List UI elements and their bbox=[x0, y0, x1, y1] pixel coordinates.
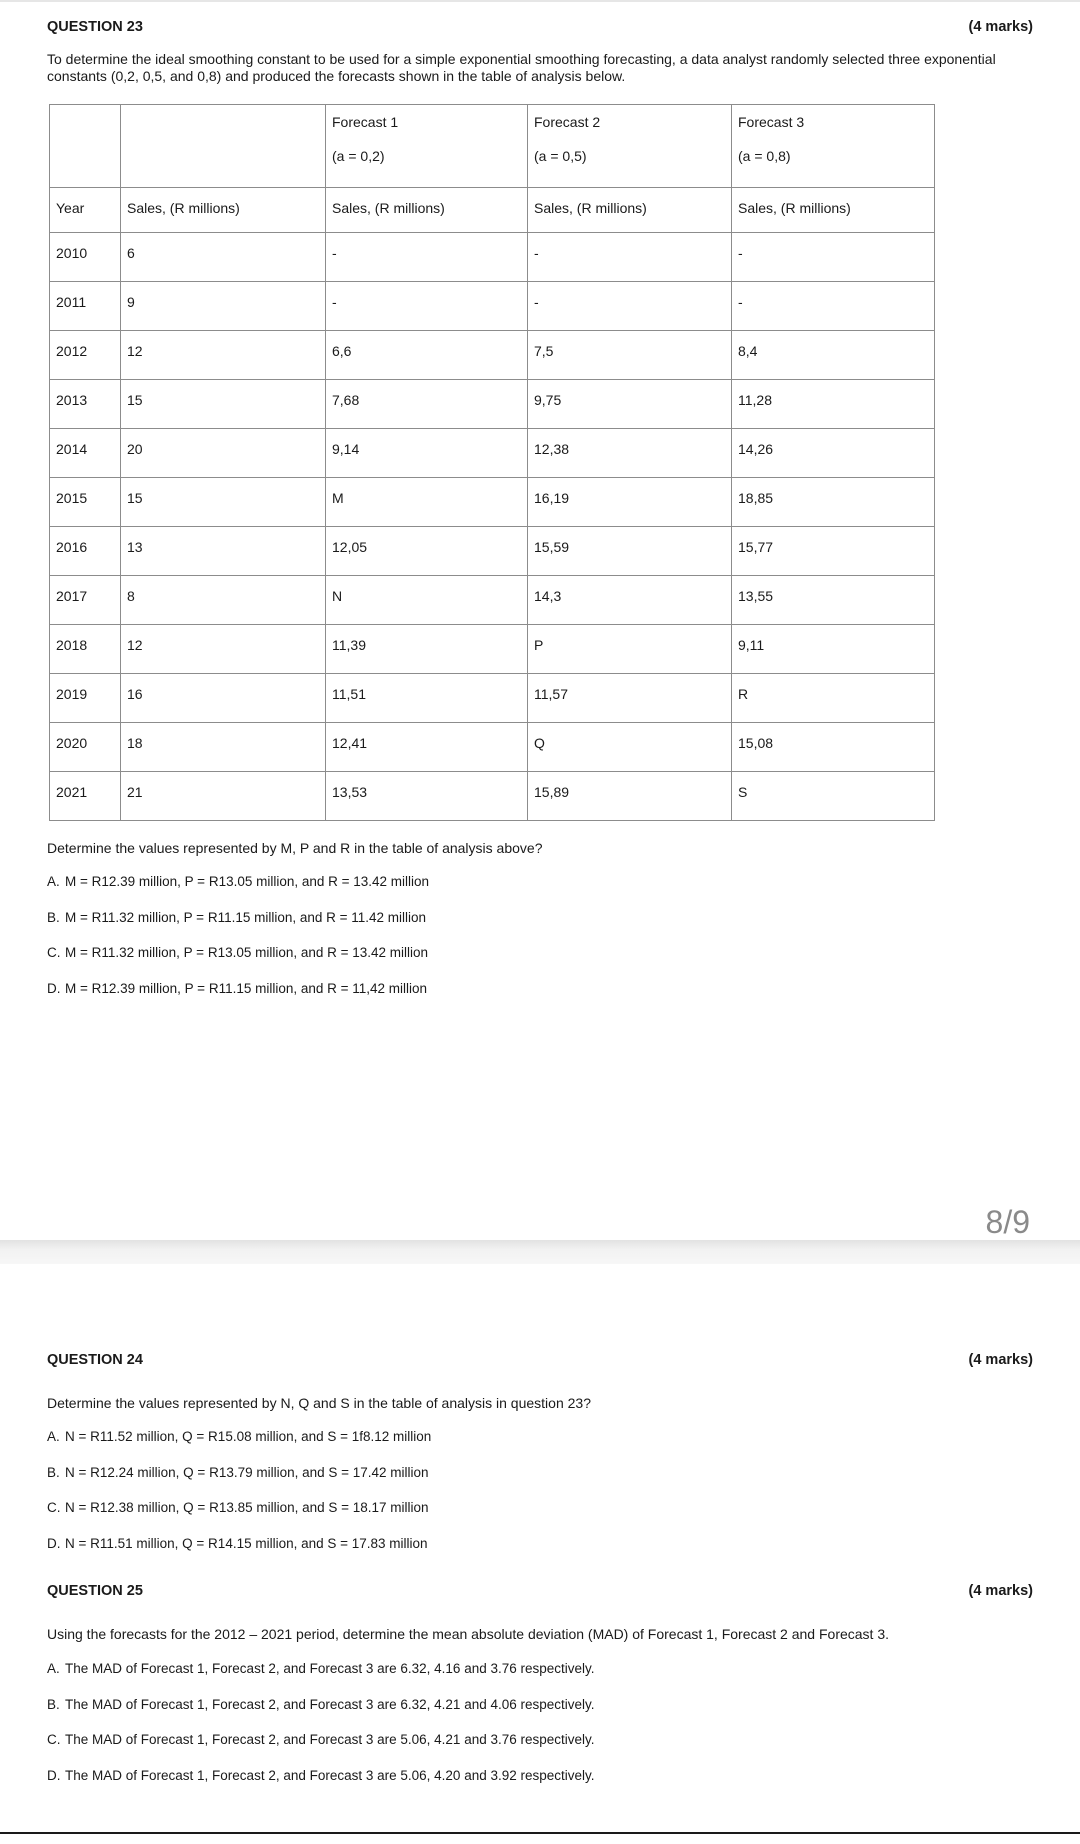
table-row bbox=[50, 576, 935, 625]
table-cell: 2014 bbox=[50, 429, 121, 478]
header-cell bbox=[121, 105, 326, 188]
question-23-prompt: Determine the values represented by M, P and R in the table of analysis above? bbox=[47, 840, 543, 856]
table-cell: 11,57 bbox=[528, 674, 732, 723]
answer-option-a[interactable]: A. The MAD of Forecast 1, Forecast 2, and Forecast 3 are 6.32, 4.16 and 3.76 respectively. bbox=[47, 1661, 595, 1676]
question-23-header bbox=[47, 19, 1033, 35]
table-cell: 9,14 bbox=[326, 429, 528, 478]
table-row bbox=[50, 527, 935, 576]
table-cell: 9 bbox=[121, 282, 326, 331]
question-marks: (4 marks) bbox=[968, 1583, 1033, 1599]
table-cell: 12 bbox=[121, 625, 326, 674]
question-23-options bbox=[47, 873, 429, 1015]
table-cell: 12,41 bbox=[326, 723, 528, 772]
question-25-header bbox=[47, 1583, 1033, 1599]
question-25-options bbox=[47, 1660, 595, 1802]
bottom-divider bbox=[0, 1832, 1080, 1834]
table-cell: 18 bbox=[121, 723, 326, 772]
table-cell: 2011 bbox=[50, 282, 121, 331]
header-cell-year: Year bbox=[50, 188, 121, 233]
question-24-prompt: Determine the values represented by N, Q and S in the table of analysis in question 23? bbox=[47, 1395, 591, 1411]
table-cell: 2017 bbox=[50, 576, 121, 625]
header-cell-forecast-3: Forecast 3 (a = 0,8) bbox=[732, 105, 935, 188]
table-cell: 2018 bbox=[50, 625, 121, 674]
table-cell: 2015 bbox=[50, 478, 121, 527]
table-cell: R bbox=[732, 674, 935, 723]
table-cell: S bbox=[732, 772, 935, 821]
header-cell-forecast-1: Forecast 1 (a = 0,2) bbox=[326, 105, 528, 188]
answer-option-a[interactable]: A. M = R12.39 million, P = R13.05 million, and R = 13.42 million bbox=[47, 874, 430, 889]
table-cell: 9,11 bbox=[732, 625, 935, 674]
question-25-prompt: Using the forecasts for the 2012 – 2021 period, determine the mean absolute deviation (MAD) of Forecast 1, Forecast 2 and Forecast 3. bbox=[47, 1626, 890, 1642]
table-cell: 11,51 bbox=[326, 674, 528, 723]
answer-option-a[interactable]: A. N = R11.52 million, Q = R15.08 million, and S = 1f8.12 million bbox=[47, 1429, 432, 1444]
answer-option-b[interactable]: B. N = R12.24 million, Q = R13.79 million, and S = 17.42 million bbox=[47, 1464, 429, 1480]
table-row bbox=[50, 723, 935, 772]
question-marks: (4 marks) bbox=[968, 19, 1033, 35]
table-cell: 7,5 bbox=[528, 331, 732, 380]
table-cell: 12,38 bbox=[528, 429, 732, 478]
table-cell: 2013 bbox=[50, 380, 121, 429]
answer-option-b[interactable]: B. M = R11.32 million, P = R11.15 million, and R = 11.42 million bbox=[47, 909, 427, 925]
table-cell: 14,26 bbox=[732, 429, 935, 478]
table-cell: - bbox=[528, 282, 732, 331]
table-cell: 12 bbox=[121, 331, 326, 380]
table-cell: - bbox=[732, 233, 935, 282]
table-cell: 2021 bbox=[50, 772, 121, 821]
answer-option-b[interactable]: B. The MAD of Forecast 1, Forecast 2, and Forecast 3 are 6.32, 4.21 and 4.06 respectively. bbox=[47, 1696, 595, 1712]
table-cell: 18,85 bbox=[732, 478, 935, 527]
table-cell: 2010 bbox=[50, 233, 121, 282]
table-cell: 21 bbox=[121, 772, 326, 821]
answer-option-c[interactable]: C. N = R12.38 million, Q = R13.85 million, and S = 18.17 million bbox=[47, 1500, 429, 1515]
question-marks: (4 marks) bbox=[968, 1352, 1033, 1368]
question-title: QUESTION 25 bbox=[47, 1583, 143, 1599]
table-cell: Q bbox=[528, 723, 732, 772]
table-cell: 2020 bbox=[50, 723, 121, 772]
answer-option-d[interactable]: D. N = R11.51 million, Q = R14.15 million, and S = 17.83 million bbox=[47, 1535, 428, 1551]
table-cell: 8 bbox=[121, 576, 326, 625]
analysis-table bbox=[49, 104, 935, 821]
question-23-intro: To determine the ideal smoothing constant to be used for a simple exponential smoothing forecasting, a data analyst randomly selected three exponential constants (0,2, 0,5, and 0,8) and produced the forecasts shown in the table of analysis below. bbox=[47, 51, 996, 84]
table-cell: 20 bbox=[121, 429, 326, 478]
table-cell: 6 bbox=[121, 233, 326, 282]
header-cell-forecast-2: Forecast 2 (a = 0,5) bbox=[528, 105, 732, 188]
table-header-forecasts bbox=[50, 105, 935, 188]
table-row bbox=[50, 772, 935, 821]
table-cell: 15 bbox=[121, 380, 326, 429]
table-cell: - bbox=[326, 282, 528, 331]
table-cell: 13,53 bbox=[326, 772, 528, 821]
header-cell-sales: Sales, (R millions) bbox=[528, 188, 732, 233]
page-separator bbox=[0, 1240, 1080, 1264]
table-cell: 16 bbox=[121, 674, 326, 723]
table-cell: 16,19 bbox=[528, 478, 732, 527]
table-row bbox=[50, 674, 935, 723]
table-cell: 8,4 bbox=[732, 331, 935, 380]
question-24-header bbox=[47, 1352, 1033, 1368]
table-cell: 2016 bbox=[50, 527, 121, 576]
answer-option-c[interactable]: C. M = R11.32 million, P = R13.05 million, and R = 13.42 million bbox=[47, 945, 429, 960]
table-cell: P bbox=[528, 625, 732, 674]
table-cell: - bbox=[528, 233, 732, 282]
header-cell-sales: Sales, (R millions) bbox=[121, 188, 326, 233]
header-cell bbox=[50, 105, 121, 188]
table-cell: M bbox=[326, 478, 528, 527]
table-cell: 15,89 bbox=[528, 772, 732, 821]
table-cell: - bbox=[326, 233, 528, 282]
header-cell-sales: Sales, (R millions) bbox=[326, 188, 528, 233]
table-cell: 15,08 bbox=[732, 723, 935, 772]
answer-option-d[interactable]: D. The MAD of Forecast 1, Forecast 2, and Forecast 3 are 5.06, 4.20 and 3.92 respectively. bbox=[47, 1767, 595, 1783]
top-divider bbox=[0, 0, 1080, 2]
table-cell: 7,68 bbox=[326, 380, 528, 429]
table-row bbox=[50, 331, 935, 380]
table-cell: 15 bbox=[121, 478, 326, 527]
table-row bbox=[50, 429, 935, 478]
question-24-options bbox=[47, 1428, 431, 1570]
table-cell: - bbox=[732, 282, 935, 331]
table-cell: N bbox=[326, 576, 528, 625]
table-cell: 15,59 bbox=[528, 527, 732, 576]
table-cell: 12,05 bbox=[326, 527, 528, 576]
question-title: QUESTION 23 bbox=[47, 19, 143, 35]
table-cell: 6,6 bbox=[326, 331, 528, 380]
header-cell-sales: Sales, (R millions) bbox=[732, 188, 935, 233]
table-cell: 2012 bbox=[50, 331, 121, 380]
table-row bbox=[50, 380, 935, 429]
answer-option-d[interactable]: D. M = R12.39 million, P = R11.15 million, and R = 11,42 million bbox=[47, 980, 428, 996]
table-cell: 11,39 bbox=[326, 625, 528, 674]
table-row bbox=[50, 282, 935, 331]
table-cell: 14,3 bbox=[528, 576, 732, 625]
table-cell: 13 bbox=[121, 527, 326, 576]
page-number: 8/9 bbox=[985, 1204, 1030, 1240]
table-cell: 15,77 bbox=[732, 527, 935, 576]
table-row bbox=[50, 478, 935, 527]
question-title: QUESTION 24 bbox=[47, 1352, 143, 1368]
answer-option-c[interactable]: C. The MAD of Forecast 1, Forecast 2, and Forecast 3 are 5.06, 4.21 and 3.76 respectively. bbox=[47, 1732, 595, 1747]
table-row bbox=[50, 233, 935, 282]
table-cell: 9,75 bbox=[528, 380, 732, 429]
table-header-columns bbox=[50, 188, 935, 233]
table-cell: 13,55 bbox=[732, 576, 935, 625]
table-row bbox=[50, 625, 935, 674]
table-cell: 11,28 bbox=[732, 380, 935, 429]
table-cell: 2019 bbox=[50, 674, 121, 723]
